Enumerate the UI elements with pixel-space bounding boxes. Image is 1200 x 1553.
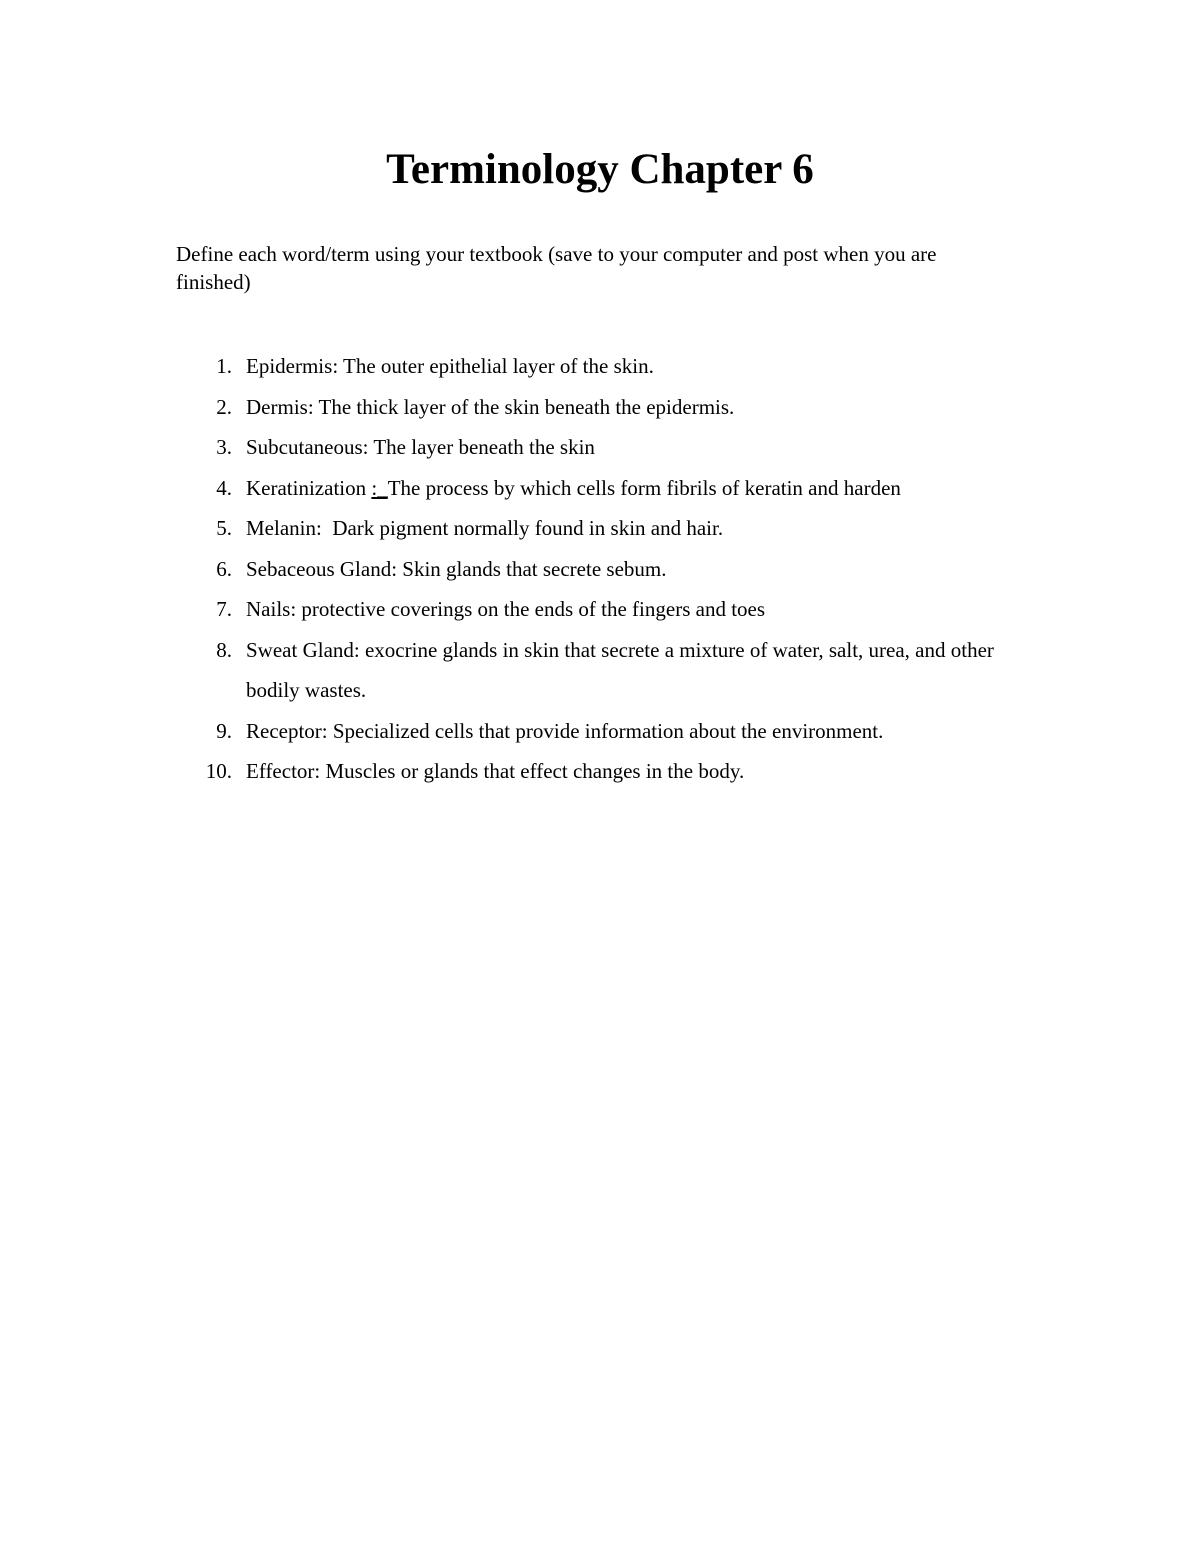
- list-item-text: Sweat Gland: exocrine glands in skin that secrete a mixture of water, salt, urea, and other bodily wastes.: [246, 637, 994, 702]
- list-item-number: 6.: [216, 556, 232, 581]
- list-item-text: Dermis: The thick layer of the skin beneath the epidermis.: [246, 394, 735, 419]
- term-definition: The process by which cells form fibrils of keratin and harden: [387, 475, 901, 500]
- list-item-text: Sebaceous Gland: Skin glands that secrete sebum.: [246, 556, 667, 581]
- page-title: Terminology Chapter 6: [386, 146, 814, 193]
- list-item: [176, 508, 1016, 549]
- list-item: [176, 711, 1016, 752]
- list-item-text: Receptor: Specialized cells that provide information about the environment.: [246, 718, 884, 743]
- list-item-number: 4.: [216, 475, 232, 500]
- list-item-text: [246, 468, 1006, 509]
- list-item: [176, 427, 1016, 468]
- list-item: [176, 589, 1016, 630]
- list-item: [176, 630, 1016, 711]
- list-item-number: 2.: [216, 394, 232, 419]
- list-item-text: Subcutaneous: The layer beneath the skin: [246, 435, 595, 459]
- list-item-number: 8.: [216, 637, 232, 662]
- list-item: [176, 751, 1016, 792]
- list-item-text: Effector: Muscles or glands that effect changes in the body.: [246, 759, 745, 783]
- list-item-number: 5.: [216, 516, 232, 540]
- term-label: Keratinization: [246, 475, 372, 500]
- term-separator: :_: [371, 475, 388, 500]
- list-item: [176, 346, 1016, 387]
- list-item-text: Epidermis: The outer epithelial layer of the skin.: [246, 354, 654, 378]
- list-item: [176, 468, 1016, 509]
- list-item-number: 9.: [216, 718, 232, 743]
- list-item-number: 10.: [205, 759, 232, 783]
- list-item: [176, 549, 1016, 590]
- term-list: [176, 346, 1016, 792]
- list-item-number: 3.: [216, 435, 232, 459]
- list-item-number: 7.: [216, 597, 232, 621]
- list-item-text: Nails: protective coverings on the ends of the fingers and toes: [246, 597, 766, 621]
- list-item-text: Melanin: Dark pigment normally found in skin and hair.: [246, 516, 724, 540]
- list-item: [176, 387, 1016, 428]
- list-item-number: 1.: [216, 354, 232, 378]
- instructions-text: Define each word/term using your textbook (save to your computer and post when you are finished): [176, 242, 937, 294]
